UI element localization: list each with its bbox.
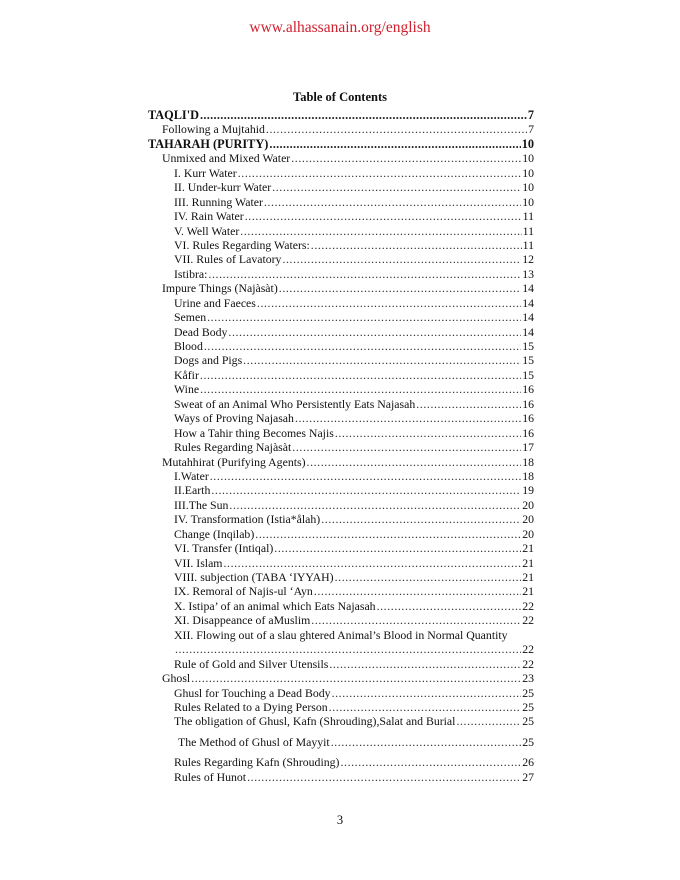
- toc-entry[interactable]: [148, 556, 534, 570]
- toc-entry-page: 16: [522, 396, 534, 411]
- toc-entry-label: Following a Mujtahid: [162, 122, 265, 137]
- toc-entry[interactable]: [148, 281, 534, 295]
- toc-entry[interactable]: [148, 267, 534, 281]
- toc-entry-label: IV. Rain Water: [174, 209, 244, 224]
- toc-entry-label: Ghosl: [162, 671, 191, 686]
- toc-entry-label: III. Running Water: [174, 194, 263, 209]
- toc-entry-page: 15: [522, 339, 534, 353]
- toc-entry-page: 10: [522, 194, 534, 209]
- toc-entry[interactable]: [148, 483, 534, 497]
- toc-entry[interactable]: [148, 353, 534, 367]
- toc-entry-page: 25: [522, 714, 534, 729]
- dot-leader: [208, 267, 521, 281]
- toc-entry-page: 11: [522, 209, 534, 224]
- toc-entry-page: 25: [522, 734, 534, 749]
- toc-entry-page: 16: [522, 382, 534, 397]
- toc-entry[interactable]: [148, 469, 534, 483]
- toc-entry[interactable]: [148, 686, 534, 700]
- toc-entry-page: 21: [522, 584, 534, 599]
- toc-entry[interactable]: [148, 411, 534, 425]
- toc-entry-page: 20: [522, 512, 534, 527]
- toc-entry-page: 17: [522, 440, 534, 455]
- toc-entry-page: 14: [522, 324, 534, 339]
- toc-entry-label: II.Earth: [174, 483, 211, 498]
- toc-entry-label: IV. Transformation (Istia*ålah): [174, 512, 321, 527]
- toc-entry-label: XI. Disappeance of aMuslim: [174, 613, 311, 628]
- toc-entry-page: 16: [522, 425, 534, 440]
- toc-entry-page: 18: [522, 468, 534, 483]
- dot-leader: [272, 180, 521, 194]
- toc-entry-page: 10: [521, 136, 534, 151]
- toc-entry-label: I.Water: [174, 468, 209, 483]
- dot-leader: [282, 252, 521, 266]
- toc-entry-label: Unmixed and Mixed Water: [162, 151, 291, 166]
- toc-entry-page: 27: [522, 769, 534, 784]
- toc-entry-label: VII. Rules of Lavatory: [174, 252, 282, 267]
- toc-entry-label: Mutahhirat (Purifying Agents): [162, 454, 306, 469]
- toc-entry-label: I. Kurr Water: [174, 165, 237, 180]
- toc-entry-page: 22: [522, 613, 534, 628]
- toc-entry-page: 25: [522, 699, 534, 714]
- toc-entry-label: How a Tahir thing Becomes Najis: [174, 425, 334, 440]
- toc-entry[interactable]: [148, 122, 534, 136]
- toc-entry[interactable]: [148, 426, 534, 440]
- toc-entry-label: TAQLI'D: [148, 108, 200, 122]
- dot-leader: [200, 108, 527, 122]
- toc-entry-page: 10: [522, 165, 534, 180]
- toc-entry[interactable]: [148, 368, 534, 382]
- toc-entry-label: Istibra:: [174, 266, 208, 281]
- page-number: 3: [336, 813, 344, 827]
- toc-entry[interactable]: [148, 238, 534, 252]
- toc-entry[interactable]: [148, 700, 534, 714]
- toc-entry[interactable]: [148, 397, 534, 411]
- dot-leader: [307, 455, 522, 469]
- toc-entry[interactable]: [148, 224, 534, 238]
- dot-leader: [335, 570, 522, 584]
- toc-entry-label: V. Well Water: [174, 223, 240, 238]
- toc-entry[interactable]: [148, 770, 534, 784]
- toc-entry[interactable]: [148, 166, 534, 180]
- dot-leader: [295, 411, 521, 425]
- toc-entry-page: 20: [522, 526, 534, 541]
- toc-entry-page: 13: [522, 266, 534, 281]
- toc-entry-label: Semen: [174, 310, 207, 325]
- toc-entry-page: 7: [528, 122, 534, 137]
- dot-leader: [377, 599, 522, 613]
- toc-entry[interactable]: [148, 252, 534, 266]
- dot-leader: [266, 122, 527, 136]
- toc-entry-page: 11: [522, 223, 534, 238]
- dot-leader: [255, 527, 521, 541]
- toc-entry-label: III.The Sun: [174, 497, 229, 512]
- dot-leader: [245, 209, 522, 223]
- toc-entry-page: 22: [522, 656, 534, 671]
- toc-entry[interactable]: [148, 584, 534, 598]
- toc-entry[interactable]: [148, 440, 534, 454]
- toc-entry[interactable]: [148, 498, 534, 512]
- dot-leader: [329, 700, 522, 714]
- toc-entry-page: 10: [522, 180, 534, 195]
- toc-entry[interactable]: [148, 527, 534, 541]
- toc-entry-page: 21: [522, 541, 534, 556]
- toc-entry-page: 23: [522, 671, 534, 686]
- dot-leader: [311, 238, 522, 252]
- toc-entry-page: 26: [522, 755, 534, 770]
- toc-entry-page: 10: [522, 151, 534, 166]
- dot-leader: [332, 686, 522, 700]
- dot-leader: [335, 426, 521, 440]
- toc-entry-page: 19: [522, 483, 534, 498]
- toc-entry[interactable]: [148, 108, 534, 122]
- dot-leader: [314, 584, 521, 598]
- toc-entry[interactable]: [148, 755, 534, 769]
- dot-leader: [247, 770, 521, 784]
- toc-entry[interactable]: [148, 599, 534, 613]
- toc-entry-label: VI. Rules Regarding Waters:: [174, 237, 310, 252]
- toc-entry[interactable]: [148, 310, 534, 324]
- toc-entry[interactable]: [148, 137, 534, 151]
- toc-entry[interactable]: [148, 195, 534, 209]
- dot-leader: [211, 483, 521, 497]
- toc-entry-page: 14: [522, 281, 534, 296]
- toc-entry[interactable]: [148, 339, 534, 353]
- toc-entry-continuation[interactable]: [148, 642, 534, 656]
- toc-entry[interactable]: [148, 657, 534, 671]
- toc-entry-label: Rules Related to a Dying Person: [174, 699, 328, 714]
- toc-entry-label: Blood: [174, 339, 203, 353]
- toc-entry[interactable]: [148, 325, 534, 339]
- toc-entry-page: 25: [522, 685, 534, 700]
- dot-leader: [200, 368, 521, 382]
- dot-leader: [228, 325, 521, 339]
- dot-leader: [207, 310, 521, 324]
- site-link[interactable]: www.alhassanain.org/english: [249, 19, 431, 36]
- toc-entry[interactable]: [148, 735, 534, 749]
- toc-entry-page: 16: [522, 411, 534, 426]
- toc-entry[interactable]: [148, 613, 534, 627]
- toc-entry-label: Impure Things (Najàsàt): [162, 281, 278, 296]
- dot-leader: [311, 613, 521, 627]
- toc-entry-label: Urine and Faeces: [174, 295, 256, 310]
- dot-leader: [279, 281, 521, 295]
- dot-leader: [274, 541, 521, 555]
- toc-entry[interactable]: [148, 209, 534, 223]
- toc-entry-page: 18: [522, 454, 534, 469]
- dot-leader: [340, 755, 521, 769]
- toc-entry-label: The obligation of Ghusl, Kafn (Shrouding),Salat and Burial: [174, 714, 456, 729]
- dot-leader: [269, 137, 520, 151]
- toc-entry[interactable]: [148, 296, 534, 310]
- toc-entry[interactable]: [148, 628, 534, 642]
- dot-leader: [257, 296, 521, 310]
- toc-entry-label: Ghusl for Touching a Dead Body: [174, 685, 331, 700]
- toc-entry[interactable]: [148, 714, 534, 728]
- dot-leader: [240, 224, 521, 238]
- toc-entry-label: VII. Islam: [174, 555, 223, 570]
- toc-entry-label: TAHARAH (PURITY): [148, 136, 269, 151]
- toc-entry-label: Wine: [174, 382, 200, 397]
- toc-entry-label: Rule of Gold and Silver Utensils: [174, 656, 329, 671]
- dot-leader: [243, 353, 521, 367]
- toc-entry-page: 14: [522, 295, 534, 310]
- toc-entry-label: Change (Inqilab): [174, 526, 255, 541]
- toc-entry-label: XII. Flowing out of a slau ghtered Animal’s Blood in Normal Quantity: [174, 627, 508, 642]
- dot-leader: [321, 512, 521, 526]
- toc-entry[interactable]: [148, 570, 534, 584]
- toc-entry-label: Ways of Proving Najasah: [174, 411, 294, 426]
- dot-leader: [191, 671, 521, 685]
- dot-leader: [264, 195, 521, 209]
- toc-entry-page: 12: [522, 252, 534, 267]
- toc-entry-page: 11: [522, 237, 534, 252]
- table-of-contents: [148, 108, 534, 784]
- toc-entry-label: Dogs and Pigs: [174, 353, 243, 368]
- dot-leader: [238, 166, 521, 180]
- toc-entry-page: 21: [522, 570, 534, 584]
- dot-leader: [291, 151, 521, 165]
- toc-entry-label: Rules of Hunot: [174, 769, 247, 784]
- toc-entry-page: 22: [522, 642, 534, 657]
- toc-entry-label: Kåfir: [174, 367, 199, 382]
- dot-leader: [223, 556, 521, 570]
- toc-entry[interactable]: [148, 671, 534, 685]
- toc-entry-label: X. Istipa’ of an animal which Eats Najasah: [174, 598, 376, 613]
- dot-leader: [416, 397, 521, 411]
- toc-entry[interactable]: [148, 382, 534, 396]
- dot-leader: [292, 440, 521, 454]
- dot-leader: [210, 469, 521, 483]
- toc-entry-label: Dead Body: [174, 324, 228, 339]
- dot-leader: [329, 657, 521, 671]
- toc-entry[interactable]: [148, 512, 534, 526]
- dot-leader: [200, 382, 521, 396]
- toc-entry-label: The Method of Ghusl of Mayyit: [178, 734, 330, 749]
- toc-entry-page: 15: [522, 353, 534, 368]
- toc-entry-label: Rules Regarding Kafn (Shrouding): [174, 755, 340, 770]
- dot-leader: [229, 498, 521, 512]
- toc-entry[interactable]: [148, 455, 534, 469]
- toc-title: Table of Contents: [293, 90, 387, 104]
- toc-entry-page: 14: [522, 310, 534, 325]
- toc-entry-label: Rules Regarding Najàsàt: [174, 440, 292, 455]
- toc-entry[interactable]: [148, 541, 534, 555]
- toc-entry-label: VIII. subjection (TABA ‘IYYAH): [174, 570, 334, 584]
- toc-entry-label: Sweat of an Animal Who Persistently Eats Najasah: [174, 396, 416, 411]
- toc-entry[interactable]: [148, 151, 534, 165]
- toc-entry-label: VI. Transfer (Intiqal): [174, 541, 274, 556]
- toc-entry-label: IX. Remoral of Najis-ul ‘Ayn: [174, 584, 313, 599]
- dot-leader: [204, 339, 521, 353]
- dot-leader: [331, 735, 522, 749]
- toc-entry-label: II. Under-kurr Water: [174, 180, 272, 195]
- toc-entry-page: 7: [527, 108, 534, 122]
- toc-entry-page: 15: [522, 367, 534, 382]
- toc-entry-page: 22: [522, 598, 534, 613]
- toc-entry-page: 20: [522, 497, 534, 512]
- toc-entry-page: 21: [522, 555, 534, 570]
- toc-entry[interactable]: [148, 180, 534, 194]
- dot-leader: [175, 642, 521, 656]
- dot-leader: [456, 714, 521, 728]
